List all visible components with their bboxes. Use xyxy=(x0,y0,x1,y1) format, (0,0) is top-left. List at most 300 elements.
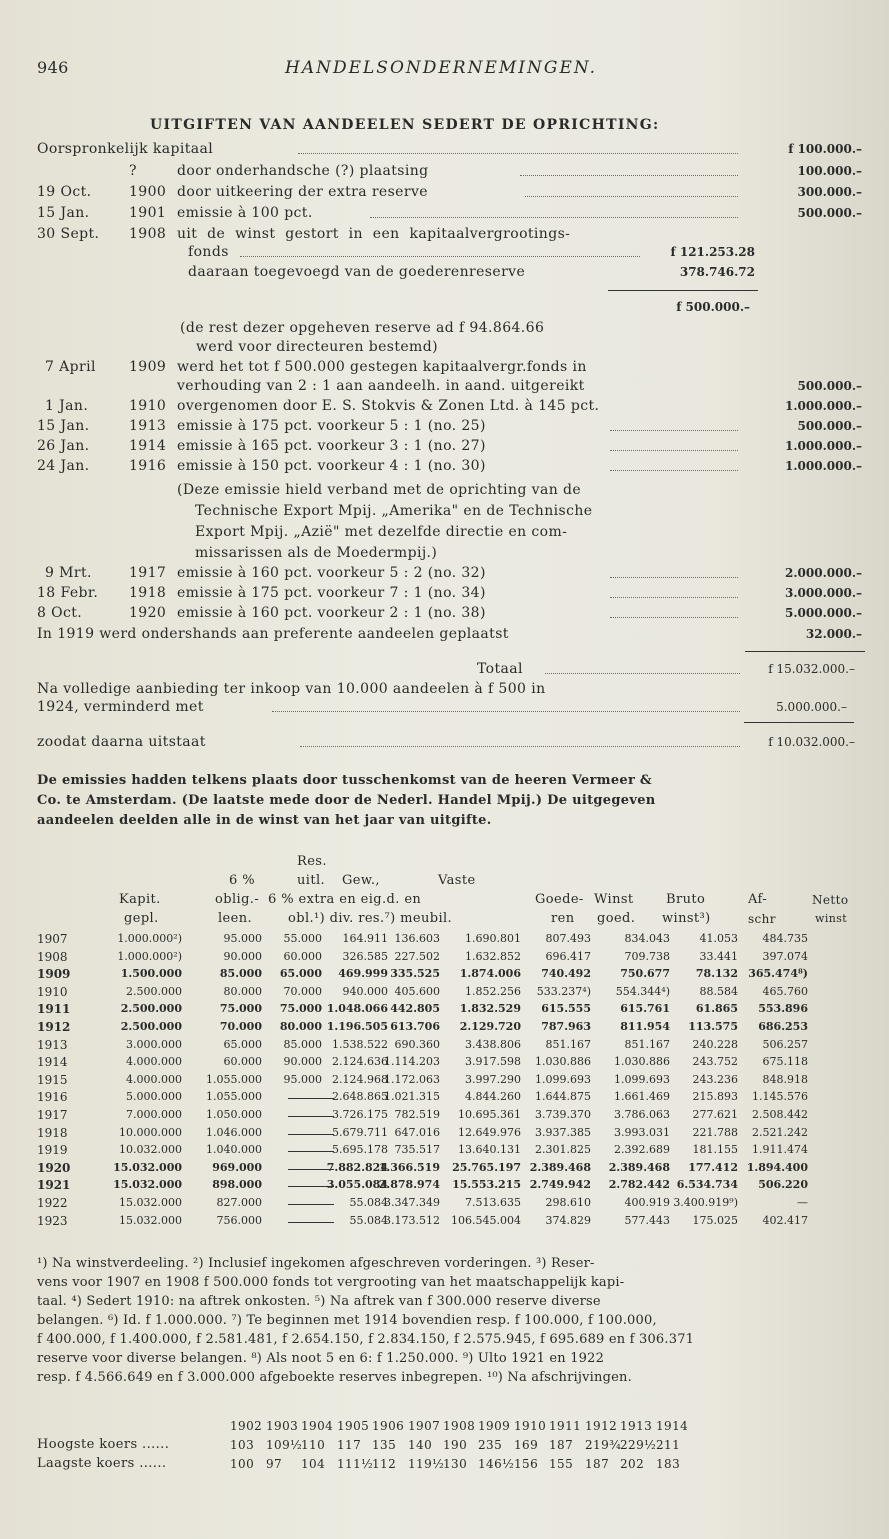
table-cell: 3.400.919⁹) xyxy=(673,1196,738,1209)
koers-year: 1902 xyxy=(230,1419,263,1433)
table-cell: 898.000 xyxy=(212,1178,262,1192)
table-cell: 1.894.400 xyxy=(746,1160,808,1174)
table-cell: 400.919 xyxy=(624,1196,670,1209)
th: Af- xyxy=(748,892,768,907)
issue-amount: 1.000.000.– xyxy=(785,399,862,413)
table-cell: 80.000 xyxy=(223,984,262,998)
th: Gew., xyxy=(342,873,380,888)
table-cell: 1.040.000 xyxy=(206,1143,262,1157)
table-cell: 1.644.875 xyxy=(535,1090,591,1104)
koers-year: 1912 xyxy=(585,1419,618,1433)
issue-amount: 2.000.000.– xyxy=(785,566,862,580)
table-cell: 95.000 xyxy=(223,932,262,945)
table-cell: 1.000.000²) xyxy=(117,932,182,945)
table-cell: 577.443 xyxy=(624,1213,670,1227)
table-row-year: 1908 xyxy=(37,949,68,964)
table-cell: 1.000.000²) xyxy=(117,949,182,963)
table-cell: 1.832.529 xyxy=(459,1002,521,1016)
th: Kapit. xyxy=(119,892,161,907)
koers-low: 156 xyxy=(514,1457,539,1471)
table-cell: 811.954 xyxy=(620,1020,670,1033)
leader-dots xyxy=(610,617,738,618)
table-cell: 2.521.242 xyxy=(752,1125,808,1139)
table-cell: 4.844.260 xyxy=(465,1090,521,1104)
table-cell: 756.000 xyxy=(216,1213,262,1227)
koers-year: 1907 xyxy=(408,1419,441,1433)
leader-dots xyxy=(525,196,738,197)
total-rule xyxy=(745,651,865,652)
table-cell: 75.000 xyxy=(219,1002,262,1016)
koers-year: 1906 xyxy=(372,1419,405,1433)
table-row-year: 1915 xyxy=(37,1072,68,1087)
table-cell: 25.765.197 xyxy=(452,1160,521,1174)
note-line: missarissen als de Moedermpij.) xyxy=(195,545,438,561)
table-cell: 402.417 xyxy=(762,1213,808,1227)
issue-year: 1908 xyxy=(129,226,167,242)
table-cell: 61.865 xyxy=(695,1002,738,1016)
issue-text: door onderhandsche (?) plaatsing xyxy=(177,163,429,179)
issue-amount: 300.000.– xyxy=(797,185,862,199)
table-cell: 113.575 xyxy=(688,1020,738,1033)
table-cell: 335.525 xyxy=(390,967,440,981)
leader-dots xyxy=(300,746,740,747)
th: Bruto xyxy=(666,892,706,907)
leader-dots xyxy=(298,153,738,154)
table-cell: 70.000 xyxy=(283,984,322,998)
table-cell: 2.508.442 xyxy=(752,1108,808,1121)
table-row-year: 1914 xyxy=(37,1055,68,1070)
table-cell: 735.517 xyxy=(394,1143,440,1157)
koers-year: 1908 xyxy=(443,1419,476,1433)
table-cell: 4.000.000 xyxy=(126,1072,182,1086)
footnote-line: f 400.000, f 1.400.000, f 2.581.481, f 2.654.150, f 2.834.150, f 2.575.945, f 695.689 en f 306.371 xyxy=(37,1332,695,1347)
table-cell: 750.677 xyxy=(620,967,670,981)
koers-label: Hoogste koers ...... xyxy=(37,1437,170,1452)
issue-date: 19 Oct. xyxy=(37,184,92,200)
issue-date: 8 Oct. xyxy=(37,605,83,621)
table-cell: 3.937.385 xyxy=(535,1125,591,1139)
issue-date: 26 Jan. xyxy=(37,438,90,454)
table-cell: 15.032.000 xyxy=(119,1213,182,1227)
table-cell: 615.761 xyxy=(620,1002,670,1016)
table-cell: 13.640.131 xyxy=(458,1143,521,1157)
table-cell: 1.874.006 xyxy=(459,967,521,981)
koers-year: 1910 xyxy=(514,1419,547,1433)
leader-dots xyxy=(610,597,738,598)
table-cell: 554.344⁴) xyxy=(615,984,670,998)
table-row-year: 1907 xyxy=(37,932,68,946)
table-cell: 397.074 xyxy=(762,949,808,963)
issue-amount: 1.000.000.– xyxy=(785,439,862,453)
th: Winst xyxy=(594,892,634,907)
table-cell: 3.055.084 xyxy=(326,1178,388,1192)
table-cell: 95.000 xyxy=(283,1072,322,1086)
table-cell: 78.132 xyxy=(695,967,738,981)
issue-year: 1900 xyxy=(129,184,167,200)
table-cell: 4.000.000 xyxy=(126,1055,182,1069)
table-cell: 90.000 xyxy=(223,949,262,963)
pref-text: In 1919 werd ondershands aan preferente aandeelen geplaatst xyxy=(37,626,509,642)
table-cell: 227.502 xyxy=(394,949,440,963)
table-cell: 12.649.976 xyxy=(458,1125,521,1139)
table-cell: 1.852.256 xyxy=(465,984,521,998)
paragraph-line: Co. te Amsterdam. (De laatste mede door de Nederl. Handel Mpij.) De uitgegeven xyxy=(37,793,656,808)
th: oblig.- xyxy=(215,892,260,907)
table-cell: 2.500.000 xyxy=(126,984,182,998)
koers-year: 1914 xyxy=(656,1419,689,1433)
leader-dots xyxy=(545,673,740,674)
table-cell: 136.603 xyxy=(394,932,440,945)
paragraph-line: De emissies hadden telkens plaats door tusschenkomst van de heeren Vermeer & xyxy=(37,773,652,788)
table-cell: 3.000.000 xyxy=(126,1037,182,1051)
table-cell: 2.749.942 xyxy=(529,1178,591,1192)
table-cell: 298.610 xyxy=(545,1196,591,1209)
issue-year: 1920 xyxy=(129,605,167,621)
th: winst³) xyxy=(662,911,711,926)
issue-text: emissie à 175 pct. voorkeur 7 : 1 (no. 34) xyxy=(177,585,486,601)
koers-low: 112 xyxy=(372,1457,397,1471)
koers-high: 140 xyxy=(408,1438,433,1452)
table-cell: 2.500.000 xyxy=(120,1002,182,1016)
table-cell: 442.805 xyxy=(390,1002,440,1016)
table-cell: 75.000 xyxy=(279,1002,322,1016)
table-cell: 55.084 xyxy=(349,1196,388,1209)
th: gepl. xyxy=(124,911,159,926)
table-cell: 1.055.000 xyxy=(206,1072,262,1086)
table-cell xyxy=(288,1098,334,1099)
remain-label: zoodat daarna uitstaat xyxy=(37,734,206,750)
table-cell: 1.911.474 xyxy=(752,1143,808,1157)
table-cell: 221.788 xyxy=(692,1125,738,1139)
koers-high: 103 xyxy=(230,1438,255,1452)
table-cell: 1.030.886 xyxy=(535,1055,591,1069)
koers-low: 146½ xyxy=(478,1457,515,1471)
table-cell: 177.412 xyxy=(688,1160,738,1174)
koers-low: 111½ xyxy=(337,1457,374,1471)
table-cell: 65.000 xyxy=(223,1037,262,1051)
th: obl.¹) div. res.⁷) meubil. xyxy=(288,911,453,926)
table-cell: 60.000 xyxy=(283,949,322,963)
issue-date: 24 Jan. xyxy=(37,458,90,474)
footnote-line: vens voor 1907 en 1908 f 500.000 fonds tot vergrooting van het maatschappelijk kapi- xyxy=(37,1275,625,1290)
table-row-year: 1919 xyxy=(37,1143,68,1158)
issue-text: Oorspronkelijk kapitaal xyxy=(37,141,214,157)
footnote-line: belangen. ⁶) Id. f 1.000.000. ⁷) Te beginnen met 1914 bovendien resp. f 100.000, f 100.000, xyxy=(37,1313,657,1328)
issue-year: 1913 xyxy=(129,418,167,434)
table-cell: 2.500.000 xyxy=(120,1020,182,1033)
koers-year: 1909 xyxy=(478,1419,511,1433)
th: Vaste xyxy=(438,873,476,888)
table-cell: 1.632.852 xyxy=(465,949,521,963)
table-cell: 1.690.801 xyxy=(465,932,521,945)
section-title: UITGIFTEN VAN AANDEELEN SEDERT DE OPRICHTING: xyxy=(150,117,660,133)
table-cell: 740.492 xyxy=(541,967,591,981)
koers-low: 119½ xyxy=(408,1457,445,1471)
table-cell: 15.032.000 xyxy=(113,1178,182,1192)
table-cell: 80.000 xyxy=(279,1020,322,1033)
table-row-year: 1909 xyxy=(37,967,71,982)
table-cell: 506.220 xyxy=(758,1178,808,1192)
table-cell: 3.997.290 xyxy=(465,1072,521,1086)
table-cell: 240.228 xyxy=(692,1037,738,1051)
table-cell: 675.118 xyxy=(762,1055,808,1069)
table-cell: 2.129.720 xyxy=(459,1020,521,1033)
table-row-year: 1910 xyxy=(37,984,68,999)
table-cell: 55.000 xyxy=(283,932,322,945)
reduce-text: Na volledige aanbieding ter inkoop van 10.000 aandeelen à f 500 in xyxy=(37,681,546,697)
footnote-line: taal. ⁴) Sedert 1910: na aftrek onkosten. ⁵) Na aftrek van f 300.000 reserve diverse xyxy=(37,1294,601,1309)
table-cell: 6.534.734 xyxy=(676,1178,738,1192)
fund-amount: f 121.253.28 xyxy=(670,245,755,259)
table-cell: 469.999 xyxy=(338,967,388,981)
page-number: 946 xyxy=(37,58,69,77)
table-cell: 787.963 xyxy=(541,1020,591,1033)
leader-dots xyxy=(610,430,738,431)
fund-note: (de rest dezer opgeheven reserve ad f 94.864.66 xyxy=(180,320,545,336)
note-line: Technische Export Mpij. „Amerika" en de Technische xyxy=(195,503,593,519)
leader-dots xyxy=(370,217,738,218)
th: Res. xyxy=(297,854,327,869)
th: uitl. xyxy=(297,873,326,888)
table-cell: — xyxy=(797,1196,808,1209)
table-cell: 1.145.576 xyxy=(752,1090,808,1104)
issue-text: emissie à 165 pct. voorkeur 3 : 1 (no. 27) xyxy=(177,438,486,454)
table-cell: 1.500.000 xyxy=(120,967,182,981)
footnote-line: resp. f 4.566.649 en f 3.000.000 afgeboekte reserves inbegrepen. ¹⁰) Na afschrijvingen. xyxy=(37,1370,632,1385)
issue-text: emissie à 160 pct. voorkeur 5 : 2 (no. 32) xyxy=(177,565,486,581)
fund-amount: 378.746.72 xyxy=(679,265,755,279)
issue-amount: 500.000.– xyxy=(797,379,862,393)
koers-low: 155 xyxy=(549,1457,574,1471)
issue-text: emissie à 100 pct. xyxy=(177,205,313,221)
table-cell: 175.025 xyxy=(692,1213,738,1227)
table-cell: 15.553.215 xyxy=(452,1178,521,1192)
table-cell: 3.347.349 xyxy=(384,1196,440,1209)
table-cell: 1.661.469 xyxy=(614,1090,670,1104)
table-row-year: 1923 xyxy=(37,1213,68,1228)
pref-amount: 32.000.– xyxy=(805,627,862,641)
table-cell: 827.000 xyxy=(216,1196,262,1209)
th: leen. xyxy=(218,911,253,926)
issue-date: 30 Sept. xyxy=(37,226,100,242)
table-cell: 848.918 xyxy=(762,1072,808,1086)
th: 6 % extra en eig.d. en xyxy=(268,892,422,907)
table-cell: 85.000 xyxy=(283,1037,322,1051)
table-cell: 5.695.178 xyxy=(332,1143,388,1157)
issue-year: 1916 xyxy=(129,458,167,474)
koers-low: 104 xyxy=(301,1457,326,1471)
table-cell: 2.782.442 xyxy=(608,1178,670,1192)
table-cell: 33.441 xyxy=(699,949,738,963)
paragraph-line: aandeelen deelden alle in de winst van het jaar van uitgifte. xyxy=(37,813,492,828)
table-cell: 807.493 xyxy=(545,932,591,945)
table-row-year: 1913 xyxy=(37,1037,68,1052)
table-cell: 940.000 xyxy=(342,984,388,998)
issue-year: 1901 xyxy=(129,205,167,221)
table-cell: 3.993.031 xyxy=(614,1125,670,1139)
table-cell: 690.360 xyxy=(394,1037,440,1051)
running-title: HANDELSONDERNEMINGEN. xyxy=(285,58,598,78)
table-cell xyxy=(288,1134,334,1135)
issue-text: verhouding van 2 : 1 aan aandeelh. in aand. uitgereikt xyxy=(177,378,585,394)
koers-high: 187 xyxy=(549,1438,574,1452)
footnote-line: reserve voor diverse belangen. ⁸) Als noot 5 en 6: f 1.250.000. ⁹) Ulto 1921 en 1922 xyxy=(37,1351,605,1366)
note-line: (Deze emissie hield verband met de oprichting van de xyxy=(177,482,582,498)
issue-date: 9 Mrt. xyxy=(45,565,92,581)
reduce-text: 1924, verminderd met xyxy=(37,699,204,715)
table-cell: 2.124.968 xyxy=(332,1072,388,1086)
table-cell: 1.030.886 xyxy=(614,1055,670,1069)
table-cell: 615.555 xyxy=(541,1002,591,1016)
table-cell: 88.584 xyxy=(699,984,738,998)
table-cell: 2.648.865 xyxy=(332,1090,388,1104)
issue-text: emissie à 175 pct. voorkeur 5 : 1 (no. 25) xyxy=(177,418,486,434)
th: 6 % xyxy=(229,873,255,888)
note-line: Export Mpij. „Azië" met dezelfde directie en com- xyxy=(195,524,568,540)
table-cell: 2.878.974 xyxy=(378,1178,440,1192)
table-cell: 465.760 xyxy=(762,984,808,998)
koers-high: 169 xyxy=(514,1438,539,1452)
koers-low: 183 xyxy=(656,1457,681,1471)
table-cell: 1.050.000 xyxy=(206,1108,262,1121)
koers-year: 1905 xyxy=(337,1419,370,1433)
table-row-year: 1920 xyxy=(37,1160,71,1175)
table-row-year: 1921 xyxy=(37,1178,71,1193)
table-cell: 1.046.000 xyxy=(206,1125,262,1139)
table-cell: 1.048.066 xyxy=(326,1002,388,1016)
table-cell: 1.196.505 xyxy=(326,1020,388,1033)
footnote-line: ¹) Na winstverdeeling. ²) Inclusief ingekomen afgeschreven vorderingen. ³) Reser- xyxy=(37,1256,595,1271)
table-row-year: 1912 xyxy=(37,1020,71,1034)
remain-amount: f 10.032.000.– xyxy=(768,735,855,749)
table-cell: 3.786.063 xyxy=(614,1108,670,1121)
table-cell: 7.000.000 xyxy=(126,1108,182,1121)
table-cell: 506.257 xyxy=(762,1037,808,1051)
koers-low: 130 xyxy=(443,1457,468,1471)
issue-year: 1917 xyxy=(129,565,167,581)
reduce-amount: 5.000.000.– xyxy=(776,700,847,714)
fund-note: werd voor directeuren bestemd) xyxy=(196,339,438,355)
table-cell: 90.000 xyxy=(283,1055,322,1069)
issue-text: emissie à 160 pct. voorkeur 2 : 1 (no. 38) xyxy=(177,605,486,621)
koers-year: 1904 xyxy=(301,1419,334,1433)
table-cell: 215.893 xyxy=(692,1090,738,1104)
koers-low: 202 xyxy=(620,1457,645,1471)
total-amount: f 15.032.000.– xyxy=(768,662,855,676)
table-cell: 1.114.203 xyxy=(384,1055,440,1069)
table-cell: 1.099.693 xyxy=(614,1072,670,1086)
leader-dots xyxy=(610,577,738,578)
issue-year: 1914 xyxy=(129,438,167,454)
table-cell: 10.695.361 xyxy=(458,1108,521,1121)
table-cell: 65.000 xyxy=(279,967,322,981)
table-cell: 7.513.635 xyxy=(465,1196,521,1209)
koers-high: 190 xyxy=(443,1438,468,1452)
koers-high: 235 xyxy=(478,1438,503,1452)
table-cell: 533.237⁴) xyxy=(536,984,591,998)
issue-text: overgenomen door E. S. Stokvis & Zonen Ltd. à 145 pct. xyxy=(177,398,600,414)
fund-subtotal: f 500.000.– xyxy=(676,300,750,314)
table-row-year: 1916 xyxy=(37,1090,68,1105)
table-cell: 164.911 xyxy=(342,932,388,945)
table-cell: 1.021.315 xyxy=(384,1090,440,1104)
issue-amount: 3.000.000.– xyxy=(785,586,862,600)
table-row-year: 1911 xyxy=(37,1002,71,1017)
th: ren xyxy=(551,911,575,926)
table-cell: 15.032.000 xyxy=(113,1160,182,1174)
table-cell: 15.032.000 xyxy=(119,1196,182,1209)
issue-date: 7 April xyxy=(45,359,96,375)
issue-year: 1918 xyxy=(129,585,167,601)
th: schr xyxy=(748,912,776,926)
table-cell: 277.621 xyxy=(692,1108,738,1121)
issue-year: 1909 xyxy=(129,359,167,375)
leader-dots xyxy=(240,256,640,257)
koers-high: 219¾ xyxy=(585,1438,622,1452)
th: goed. xyxy=(597,911,636,926)
table-cell: 3.726.175 xyxy=(332,1108,388,1121)
table-cell: 365.474⁸) xyxy=(748,967,808,981)
table-cell: 709.738 xyxy=(624,949,670,963)
table-cell: 613.706 xyxy=(390,1020,440,1033)
th: Netto xyxy=(812,893,849,907)
table-cell: 55.084 xyxy=(349,1213,388,1227)
table-cell: 10.032.000 xyxy=(119,1143,182,1157)
table-row-year: 1917 xyxy=(37,1108,68,1122)
table-cell: 243.236 xyxy=(692,1072,738,1086)
koers-high: 110 xyxy=(301,1438,326,1452)
table-cell: 2.389.468 xyxy=(608,1160,670,1174)
issue-text: emissie à 150 pct. voorkeur 4 : 1 (no. 30) xyxy=(177,458,486,474)
table-cell: 1.366.519 xyxy=(378,1160,440,1174)
table-cell: 2.301.825 xyxy=(535,1143,591,1157)
issue-amount: f 100.000.– xyxy=(788,142,862,156)
table-cell: 969.000 xyxy=(212,1160,262,1174)
issue-text: door uitkeering der extra reserve xyxy=(177,184,428,200)
table-cell: 374.829 xyxy=(545,1213,591,1227)
table-cell xyxy=(288,1204,334,1205)
table-cell: 2.392.689 xyxy=(614,1143,670,1157)
leader-dots xyxy=(610,450,738,451)
koers-year: 1913 xyxy=(620,1419,653,1433)
remain-rule xyxy=(744,722,854,723)
table-cell: 326.585 xyxy=(342,949,388,963)
th: winst xyxy=(815,912,848,925)
fund-label: fonds xyxy=(188,244,229,260)
issue-year: 1910 xyxy=(129,398,167,414)
issue-date: ? xyxy=(129,163,137,179)
table-cell: 2.389.468 xyxy=(529,1160,591,1174)
table-cell: 1.172.063 xyxy=(384,1072,440,1086)
table-cell: 851.167 xyxy=(545,1037,591,1051)
table-cell: 3.173.512 xyxy=(384,1213,440,1227)
table-cell xyxy=(288,1116,334,1117)
table-cell: 106.545.004 xyxy=(451,1213,521,1227)
subtotal-rule xyxy=(608,290,758,291)
issue-text: uit de winst gestort in een kapitaalvergrootings- xyxy=(177,226,571,242)
table-cell: 5.679.711 xyxy=(332,1125,388,1139)
table-cell: 553.896 xyxy=(758,1002,808,1016)
table-cell xyxy=(288,1151,334,1152)
issue-amount: 1.000.000.– xyxy=(785,459,862,473)
issue-amount: 100.000.– xyxy=(797,164,862,178)
koers-low: 97 xyxy=(266,1457,283,1471)
table-cell: 85.000 xyxy=(219,967,262,981)
table-cell: 686.253 xyxy=(758,1020,808,1033)
leader-dots xyxy=(272,711,740,712)
table-cell xyxy=(288,1222,334,1223)
koers-high: 229½ xyxy=(620,1438,657,1452)
